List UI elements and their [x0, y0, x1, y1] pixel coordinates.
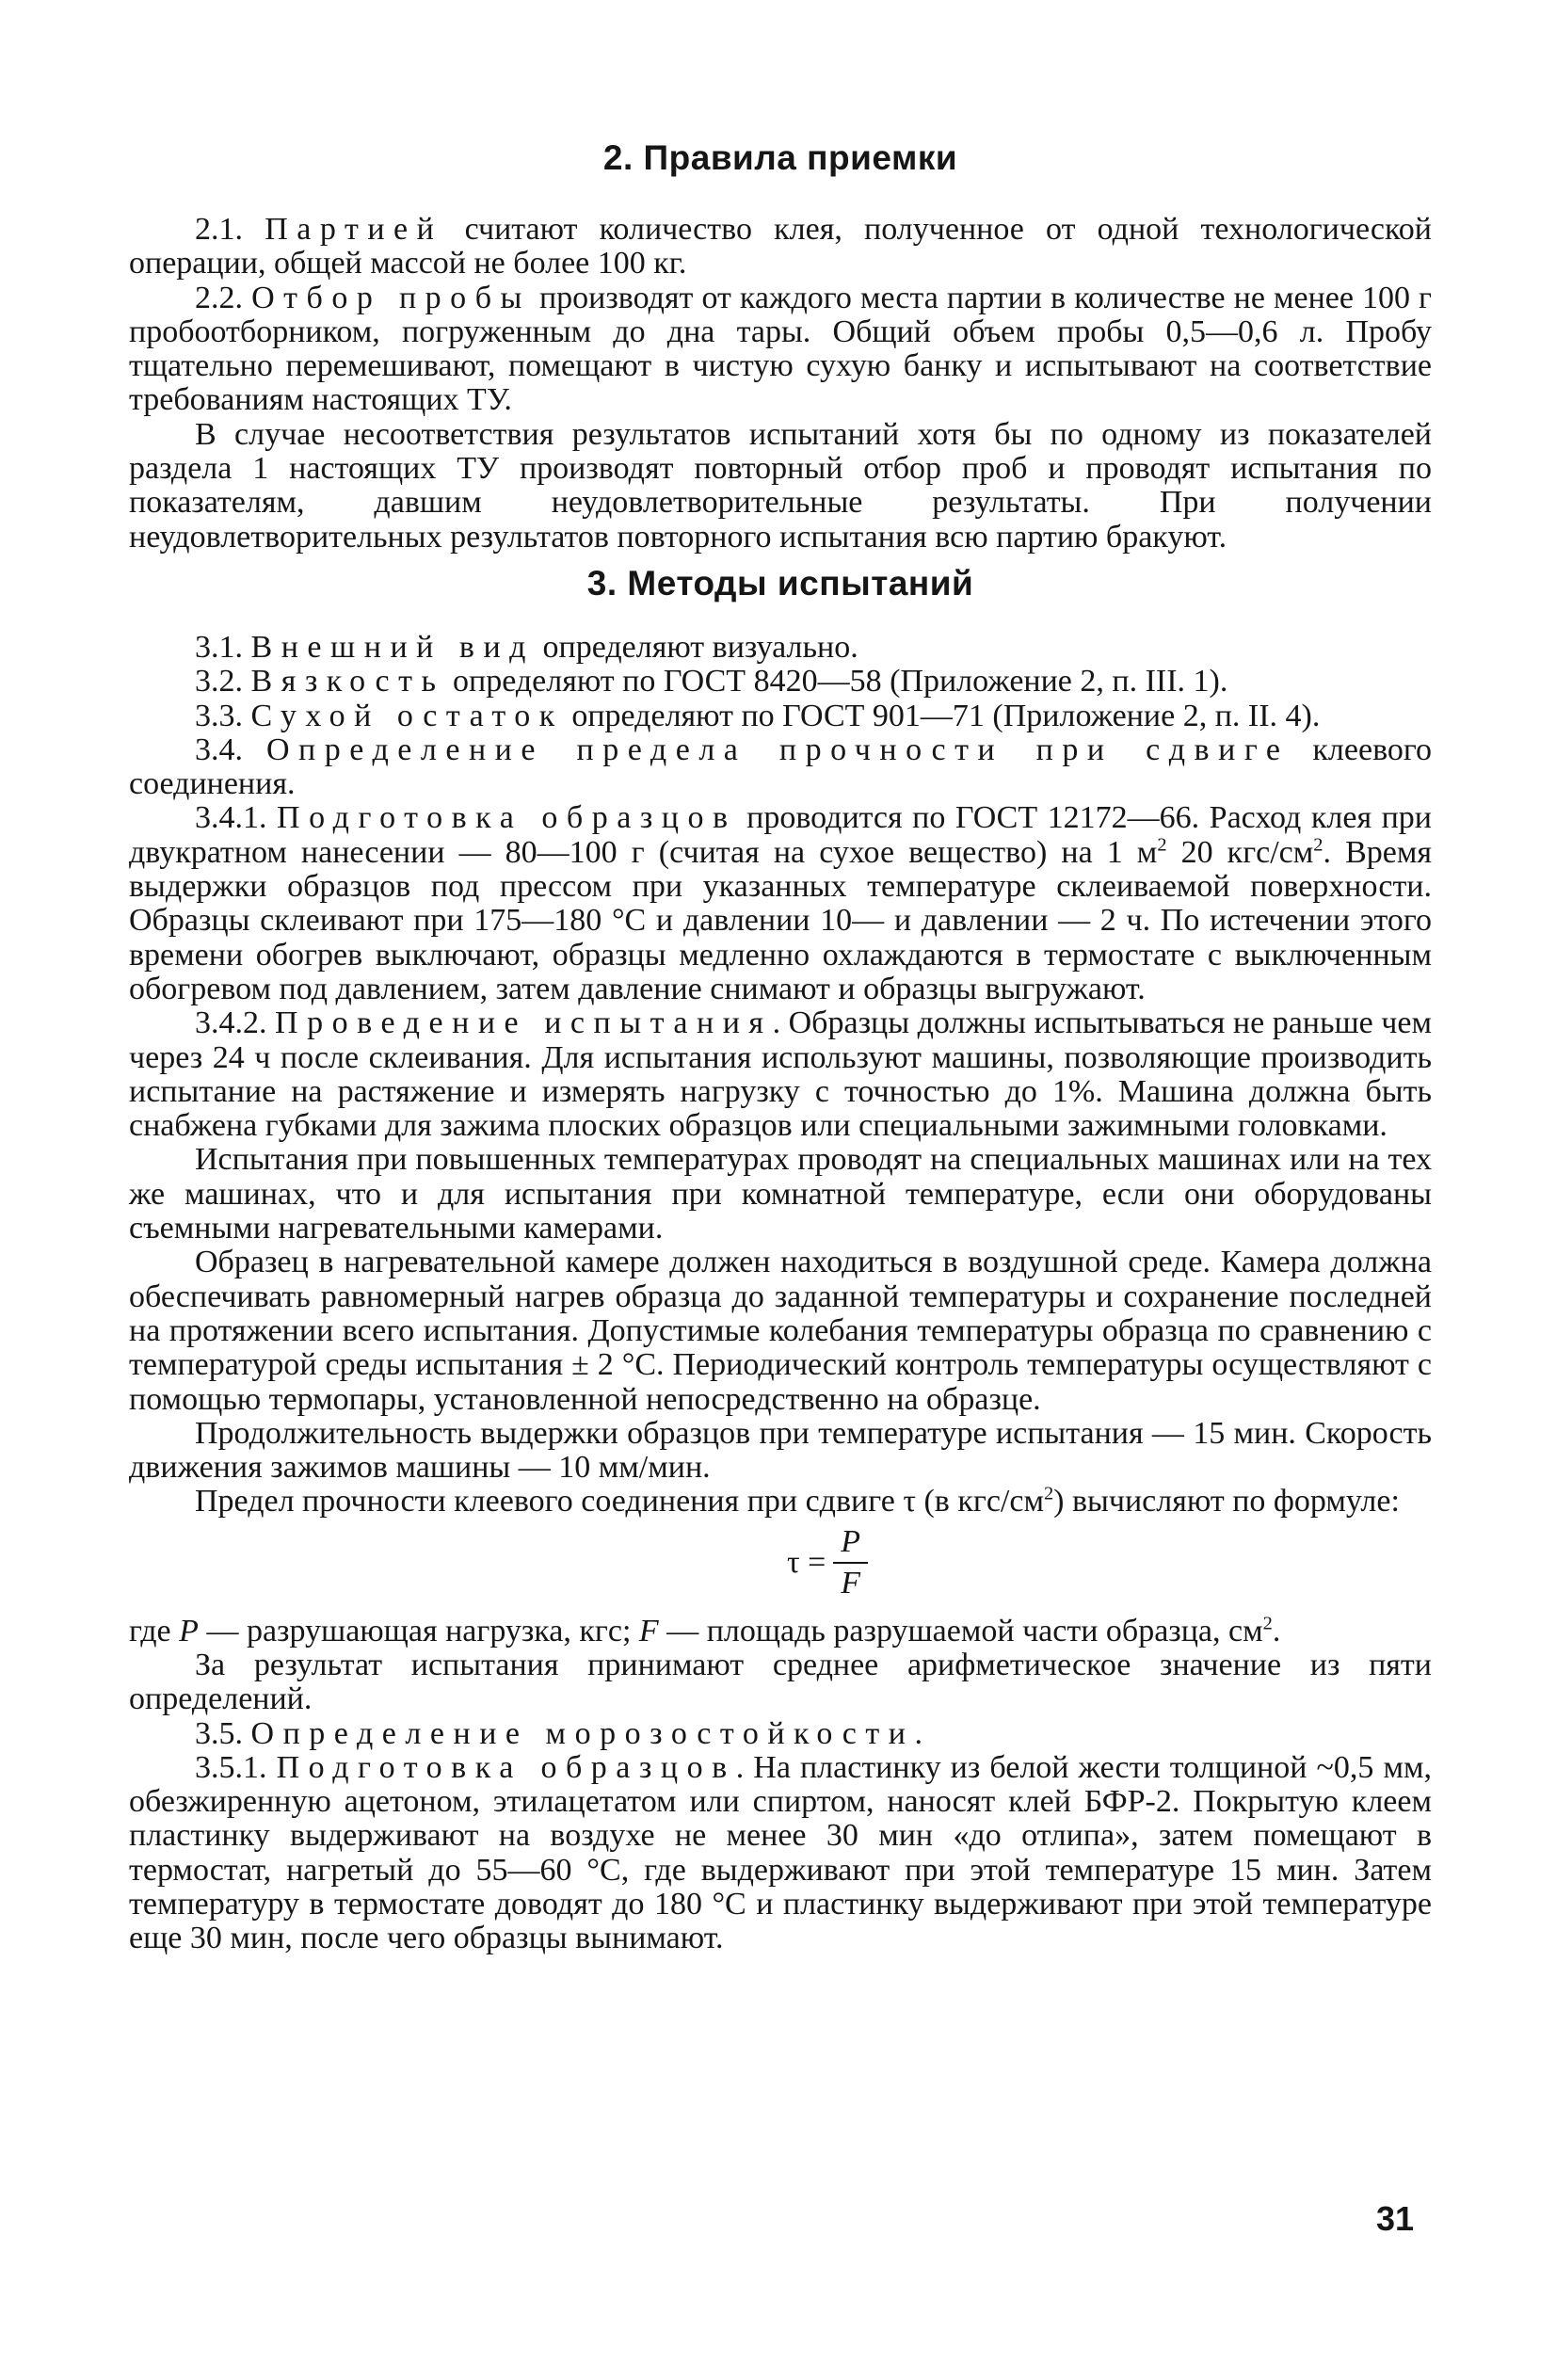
paragraph-3-2	[129, 665, 1432, 699]
section-3-title: 3. Методы испытаний	[586, 563, 974, 603]
clause-text: проводится по ГОСТ 12172—66. Расход клея при двукратном нанесении — 80—100 г (считая на сухое вещество) на 1 м	[129, 800, 1433, 870]
where-text: — разрушающая нагрузка, кгс;	[198, 1613, 639, 1648]
clause-number: 3.3.	[195, 698, 243, 733]
clause-text: 20 кгс/см	[1166, 834, 1314, 870]
clause-number: 3.4.	[195, 732, 243, 767]
paragraph-2-2	[129, 281, 1432, 418]
clause-text: . На пластинку из белой жести толщиной ~0,5 мм, обезжиренную ацетоном, этилацетатом или спиртом, наносят клей БФР-2. Покрытую клеем пластинку выдерживают на воздухе не менее 30 мин «до отлипа», затем помещают в термостат, нагретый до 55—60 °С, где выдерживают при этой температуре 15 мин. Затем температуру в термостате доводят до 180 °С и пластинку выдерживают при этой температуре еще 30 мин, после чего образцы вынимают.	[129, 1749, 1433, 1956]
paragraph-mismatch: В случае несоответствия результатов испытаний хотя бы по одному из показателей раздела 1 настоящих ТУ производят повторный отбор проб и проводят испытания по показателям, давшим неудовлетворительные результаты. При получении неудовлетворительных результатов повторного испытания всю партию бракуют.	[129, 416, 1432, 555]
clause-text: определяют по ГОСТ 901—71 (Приложение 2, п. II. 4).	[563, 698, 1321, 733]
variable-f: F	[638, 1613, 659, 1648]
paragraph-3-5-1	[129, 1751, 1432, 1956]
where-text: — площадь разрушаемой части образца, см	[658, 1613, 1263, 1648]
clause-text: клеевого соединения.	[129, 732, 1433, 802]
formula-fraction	[833, 1522, 868, 1603]
superscript: 2	[1043, 1484, 1054, 1505]
limit-text: Предел прочности клеевого соединения при сдвиге τ (в кгс/см	[195, 1484, 1044, 1520]
paragraph-3-4-1	[129, 801, 1432, 1006]
clause-number: 3.4.1.	[195, 800, 267, 836]
clause-number: 2.2.	[195, 280, 243, 315]
paragraph-3-1	[129, 631, 1432, 665]
clause-number: 3.5.1.	[195, 1749, 267, 1785]
clause-text: . Время выдержки образцов под прессом при указанных температуре склеиваемой поверхности. Образцы склеивают при 175—180 °С и давлении 10— и давлении — 2 ч. По истечении этого времени обогрев выключают, образцы медленно охлаждаются в термостате с выключенным обогревом под давлением, затем давление снимают и образцы выгружают.	[129, 834, 1432, 1006]
clause-term: Сухой остаток	[250, 698, 564, 733]
superscript: 2	[1313, 834, 1323, 856]
section-2-title: 2. Правила приемки	[602, 138, 958, 177]
clause-text: производят от каждого места партии в количестве не менее 100 г пробоотборником, погруженным до дна тары. Общий объем пробы 0,5—0,6 л. Пробу тщательно перемешивают, помещают в чистую сухую банку и испытывают на соответствие требованиям настоящих ТУ.	[129, 280, 1432, 418]
superscript: 2	[1262, 1613, 1273, 1634]
variable-p: P	[179, 1613, 199, 1648]
where-lead: где	[129, 1613, 180, 1648]
paragraph-3-4	[129, 733, 1432, 802]
where-text: .	[1272, 1613, 1281, 1648]
clause-number: 3.2.	[195, 664, 243, 700]
limit-text: ) вычисляют по формуле:	[1053, 1484, 1400, 1520]
clause-term: Отбор пробы	[251, 280, 531, 315]
clause-term: Вязкость	[250, 664, 445, 700]
formula	[129, 1522, 1432, 1611]
paragraph-3-3	[129, 700, 1432, 733]
clause-number: 3.1.	[195, 629, 243, 665]
formula-numerator: P	[833, 1522, 868, 1564]
superscript: 2	[1157, 834, 1167, 856]
clause-term: Определение морозостойкости	[250, 1715, 915, 1751]
clause-term: Подготовка образцов	[277, 800, 737, 836]
clause-term: Внешний вид	[250, 629, 535, 665]
formula-denominator: F	[841, 1565, 861, 1600]
clause-number: 2.1.	[195, 212, 243, 247]
clause-term: Партией	[265, 212, 443, 247]
clause-term: Подготовка образцов	[276, 1749, 736, 1785]
clause-text: . Образцы должны испытываться не раньше чем через 24 ч после склеивания. Для испытания используют машины, позволяющие производить испытание на растяжение и измерять нагрузку с точностью до 1%. Машина должна быть снабжена губками для зажима плоских образцов или специальными зажимными головками.	[129, 1005, 1433, 1144]
paragraph-2-1	[129, 213, 1432, 281]
clause-text: определяют по ГОСТ 8420—58 (Приложение 2, п. III. 1).	[444, 664, 1228, 700]
paragraph-3-4-2	[129, 1006, 1432, 1143]
paragraph-strength-limit	[129, 1485, 1432, 1519]
paragraph-chamber: Образец в нагревательной камере должен находиться в воздушной среде. Камера должна обеспечивать равномерный нагрев образца до заданной температуры и сохранение последней на протяжении всего испытания. Допустимые колебания температуры образца по сравнению с температурой среды испытания ± 2 °С. Периодический контроль температуры осуществляют с помощью термопары, установленной непосредственно на образце.	[129, 1245, 1432, 1417]
clause-number: 3.4.2.	[195, 1005, 267, 1041]
clause-text: считают количество клея, полученное от одной технологической операции, общей массой не более 100 кг.	[129, 212, 1432, 281]
clause-text: определяют визуально.	[535, 629, 858, 665]
formula-lhs: τ =	[786, 1544, 826, 1580]
clause-text: .	[914, 1715, 922, 1751]
page-body	[129, 137, 1432, 1956]
page-number: 31	[1376, 2199, 1415, 2238]
clause-term: Проведение испытания	[275, 1005, 773, 1041]
paragraph-result: За результат испытания принимают среднее арифметическое значение из пяти определений.	[129, 1647, 1432, 1717]
paragraph-duration: Продолжительность выдержки образцов при температуре испытания — 15 мин. Скорость движения зажимов машины — 10 мм/мин.	[129, 1415, 1432, 1486]
clause-term: Определение предела прочности при сдвиге	[265, 732, 1290, 767]
paragraph-3-5	[129, 1717, 1432, 1751]
paragraph-high-temp: Испытания при повышенных температурах проводят на специальных машинах или на тех же машинах, что и для испытания при комнатной температуре, если они оборудованы съемными нагревательными камерами.	[129, 1142, 1432, 1246]
paragraph-where	[129, 1615, 1432, 1648]
clause-number: 3.5.	[195, 1715, 243, 1751]
